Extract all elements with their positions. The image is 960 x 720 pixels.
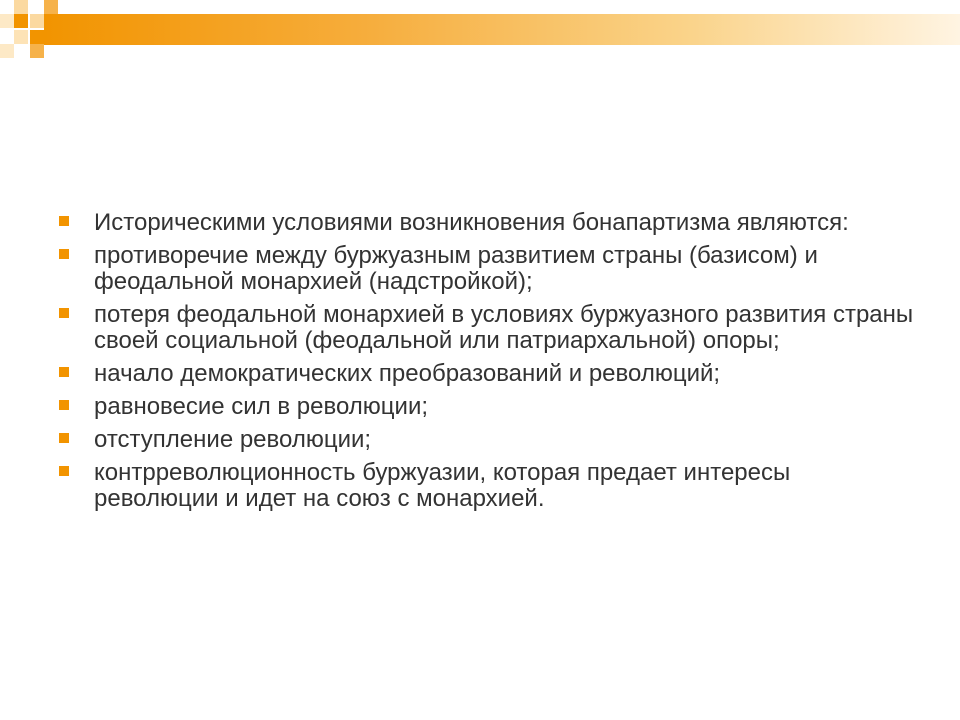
bullet-square-icon: [59, 216, 69, 226]
list-item: [58, 460, 918, 512]
bullet-square-icon: [59, 367, 69, 377]
list-item: [58, 394, 918, 420]
bullet-square-icon: [59, 308, 69, 318]
list-item: [58, 243, 918, 295]
bullet-text: потеря феодальной монархией в условиях буржуазного развития страны своей социальной (феодальной или патриархальной) опоры;: [94, 301, 914, 354]
bullet-text: равновесие сил в революции;: [94, 393, 429, 420]
slide-body: [58, 210, 918, 519]
deco-square: [14, 30, 28, 44]
deco-square: [14, 14, 28, 28]
bullet-text: начало демократических преобразований и революций;: [94, 360, 721, 387]
deco-square: [30, 14, 44, 28]
list-item: [58, 361, 918, 387]
bullet-list: [58, 210, 918, 512]
list-item: [58, 302, 918, 354]
bullet-text: Историческими условиями возникновения бонапартизма являются:: [94, 209, 849, 236]
bullet-square-icon: [59, 433, 69, 443]
header-gradient-bar: [44, 14, 960, 45]
deco-square: [14, 0, 28, 14]
bullet-text: противоречие между буржуазным развитием страны (базисом) и феодальной монархией (надстройкой);: [94, 242, 818, 295]
bullet-text: контрреволюционность буржуазии, которая предает интересы революции и идет на союз с монархией.: [94, 459, 791, 512]
header-decoration: [0, 0, 960, 60]
deco-square: [44, 0, 58, 14]
deco-square: [30, 30, 44, 44]
deco-square: [30, 44, 44, 58]
deco-square: [0, 14, 14, 28]
deco-square: [0, 44, 14, 58]
list-item: [58, 210, 918, 236]
bullet-square-icon: [59, 400, 69, 410]
bullet-square-icon: [59, 466, 69, 476]
bullet-text: отступление революции;: [94, 426, 372, 453]
bullet-square-icon: [59, 249, 69, 259]
list-item: [58, 427, 918, 453]
